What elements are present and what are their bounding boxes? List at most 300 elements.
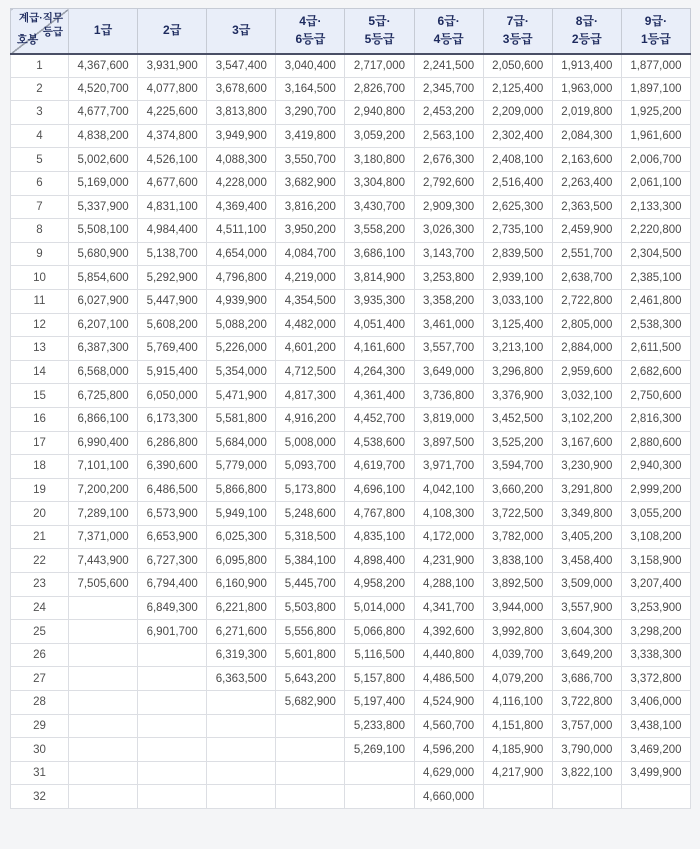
salary-cell: 3,143,700 — [414, 242, 483, 266]
column-header-line1: 6급· — [437, 14, 460, 29]
column-header-line1: 1급 — [93, 23, 113, 38]
table-row — [11, 313, 691, 337]
salary-cell: 4,219,000 — [276, 266, 345, 290]
salary-cell: 4,654,000 — [207, 242, 276, 266]
salary-cell: 3,499,900 — [621, 761, 690, 785]
column-header-line2: 2등급 — [571, 31, 602, 46]
salary-cell: 6,866,100 — [69, 407, 138, 431]
salary-cell: 4,264,300 — [345, 360, 414, 384]
salary-cell: 4,228,000 — [207, 171, 276, 195]
table-row — [11, 101, 691, 125]
salary-cell — [552, 785, 621, 809]
step-cell: 23 — [11, 573, 69, 597]
salary-cell: 3,167,600 — [552, 431, 621, 455]
step-cell: 30 — [11, 738, 69, 762]
salary-cell: 3,458,400 — [552, 549, 621, 573]
salary-cell: 6,573,900 — [138, 502, 207, 526]
salary-cell: 4,039,700 — [483, 643, 552, 667]
table-row — [11, 289, 691, 313]
column-header — [621, 9, 690, 54]
column-header — [138, 9, 207, 54]
salary-cell: 3,180,800 — [345, 148, 414, 172]
column-header-line2: 6등급 — [295, 31, 326, 46]
salary-cell: 4,984,400 — [138, 219, 207, 243]
salary-cell: 5,503,800 — [276, 596, 345, 620]
step-cell: 29 — [11, 714, 69, 738]
salary-cell: 5,337,900 — [69, 195, 138, 219]
salary-cell: 4,231,900 — [414, 549, 483, 573]
salary-cell: 5,601,800 — [276, 643, 345, 667]
column-header-line1: 8급· — [575, 14, 598, 29]
salary-cell: 2,750,600 — [621, 384, 690, 408]
step-cell: 31 — [11, 761, 69, 785]
table-row — [11, 620, 691, 644]
salary-cell: 5,854,600 — [69, 266, 138, 290]
salary-cell: 3,944,000 — [483, 596, 552, 620]
salary-cell: 3,722,800 — [552, 691, 621, 715]
salary-cell: 3,722,500 — [483, 502, 552, 526]
column-header — [276, 9, 345, 54]
salary-cell: 5,157,800 — [345, 667, 414, 691]
salary-cell: 6,363,500 — [207, 667, 276, 691]
corner-label-grade-line1: 계급·직무 — [18, 12, 63, 24]
salary-cell: 3,686,700 — [552, 667, 621, 691]
salary-cell: 4,619,700 — [345, 455, 414, 479]
column-header — [345, 9, 414, 54]
salary-cell: 4,151,800 — [483, 714, 552, 738]
table-row — [11, 549, 691, 573]
salary-cell: 5,088,200 — [207, 313, 276, 337]
salary-cell: 4,051,400 — [345, 313, 414, 337]
salary-cell: 4,916,200 — [276, 407, 345, 431]
salary-cell: 5,643,200 — [276, 667, 345, 691]
salary-cell: 5,292,900 — [138, 266, 207, 290]
salary-cell: 5,354,000 — [207, 360, 276, 384]
salary-cell: 2,735,100 — [483, 219, 552, 243]
salary-cell: 5,682,900 — [276, 691, 345, 715]
salary-cell: 2,304,500 — [621, 242, 690, 266]
table-row — [11, 596, 691, 620]
step-cell: 13 — [11, 337, 69, 361]
salary-cell: 3,557,700 — [414, 337, 483, 361]
salary-cell: 2,551,700 — [552, 242, 621, 266]
salary-cell: 3,822,100 — [552, 761, 621, 785]
salary-cell: 2,940,800 — [345, 101, 414, 125]
salary-cell: 4,958,200 — [345, 573, 414, 597]
salary-cell: 4,601,200 — [276, 337, 345, 361]
salary-cell: 3,558,200 — [345, 219, 414, 243]
salary-cell: 2,453,200 — [414, 101, 483, 125]
step-cell: 28 — [11, 691, 69, 715]
salary-cell: 4,116,100 — [483, 691, 552, 715]
salary-cell: 3,040,400 — [276, 54, 345, 78]
salary-cell: 5,233,800 — [345, 714, 414, 738]
salary-cell: 4,560,700 — [414, 714, 483, 738]
salary-cell: 4,696,100 — [345, 478, 414, 502]
salary-cell: 2,050,600 — [483, 54, 552, 78]
salary-cell: 5,866,800 — [207, 478, 276, 502]
salary-cell: 5,138,700 — [138, 242, 207, 266]
salary-cell: 4,486,500 — [414, 667, 483, 691]
salary-cell — [207, 691, 276, 715]
salary-cell — [138, 667, 207, 691]
salary-cell: 2,385,100 — [621, 266, 690, 290]
salary-cell: 2,006,700 — [621, 148, 690, 172]
salary-cell: 7,371,000 — [69, 525, 138, 549]
table-row — [11, 360, 691, 384]
salary-cell: 2,302,400 — [483, 124, 552, 148]
column-header — [414, 9, 483, 54]
step-cell: 16 — [11, 407, 69, 431]
salary-cell: 3,813,800 — [207, 101, 276, 125]
salary-cell: 6,990,400 — [69, 431, 138, 455]
step-cell: 26 — [11, 643, 69, 667]
salary-cell — [138, 738, 207, 762]
salary-cell: 2,816,300 — [621, 407, 690, 431]
salary-cell: 4,838,200 — [69, 124, 138, 148]
salary-cell — [69, 667, 138, 691]
salary-cell: 4,108,300 — [414, 502, 483, 526]
salary-cell — [69, 714, 138, 738]
salary-cell — [276, 785, 345, 809]
salary-cell: 1,961,600 — [621, 124, 690, 148]
column-header-line1: 5급· — [368, 14, 391, 29]
salary-cell: 4,767,800 — [345, 502, 414, 526]
salary-cell: 2,263,400 — [552, 171, 621, 195]
salary-cell: 5,508,100 — [69, 219, 138, 243]
salary-cell: 3,158,900 — [621, 549, 690, 573]
salary-cell: 5,197,400 — [345, 691, 414, 715]
salary-cell — [69, 738, 138, 762]
salary-cell: 2,345,700 — [414, 77, 483, 101]
salary-cell: 6,025,300 — [207, 525, 276, 549]
salary-cell: 7,289,100 — [69, 502, 138, 526]
salary-cell: 6,387,300 — [69, 337, 138, 361]
salary-cell: 5,226,000 — [207, 337, 276, 361]
salary-cell: 2,241,500 — [414, 54, 483, 78]
salary-cell: 4,374,800 — [138, 124, 207, 148]
salary-cell: 2,625,300 — [483, 195, 552, 219]
salary-cell: 6,725,800 — [69, 384, 138, 408]
salary-cell: 5,248,600 — [276, 502, 345, 526]
salary-cell: 6,319,300 — [207, 643, 276, 667]
salary-cell: 4,939,900 — [207, 289, 276, 313]
salary-cell: 3,026,300 — [414, 219, 483, 243]
column-header-line1: 7급· — [506, 14, 529, 29]
salary-cell: 4,526,100 — [138, 148, 207, 172]
salary-cell: 2,880,600 — [621, 431, 690, 455]
table-row — [11, 643, 691, 667]
salary-cell: 4,354,500 — [276, 289, 345, 313]
salary-cell: 4,831,100 — [138, 195, 207, 219]
salary-cell: 2,940,300 — [621, 455, 690, 479]
salary-cell: 2,884,000 — [552, 337, 621, 361]
table-row — [11, 478, 691, 502]
table-row — [11, 195, 691, 219]
salary-cell: 2,722,800 — [552, 289, 621, 313]
salary-cell: 5,447,900 — [138, 289, 207, 313]
salary-cell — [276, 738, 345, 762]
salary-cell: 5,581,800 — [207, 407, 276, 431]
salary-cell: 6,794,400 — [138, 573, 207, 597]
salary-cell — [276, 761, 345, 785]
salary-cell — [207, 761, 276, 785]
salary-cell — [69, 691, 138, 715]
salary-cell: 3,838,100 — [483, 549, 552, 573]
step-cell: 21 — [11, 525, 69, 549]
salary-cell: 4,538,600 — [345, 431, 414, 455]
salary-cell: 3,757,000 — [552, 714, 621, 738]
salary-cell: 3,509,000 — [552, 573, 621, 597]
step-cell: 4 — [11, 124, 69, 148]
salary-cell — [69, 785, 138, 809]
salary-cell: 6,271,600 — [207, 620, 276, 644]
salary-cell: 2,133,300 — [621, 195, 690, 219]
salary-cell: 6,568,000 — [69, 360, 138, 384]
salary-cell: 7,505,600 — [69, 573, 138, 597]
salary-cell: 6,027,900 — [69, 289, 138, 313]
salary-cell: 3,935,300 — [345, 289, 414, 313]
salary-cell: 4,629,000 — [414, 761, 483, 785]
table-row — [11, 124, 691, 148]
salary-cell: 2,220,800 — [621, 219, 690, 243]
salary-cell: 4,088,300 — [207, 148, 276, 172]
salary-cell: 4,079,200 — [483, 667, 552, 691]
salary-cell: 3,452,500 — [483, 407, 552, 431]
table-row — [11, 337, 691, 361]
salary-cell: 6,221,800 — [207, 596, 276, 620]
column-header-line1: 2급 — [163, 23, 182, 38]
salary-cell: 3,525,200 — [483, 431, 552, 455]
step-cell: 7 — [11, 195, 69, 219]
salary-cell: 3,649,200 — [552, 643, 621, 667]
salary-cell: 5,471,900 — [207, 384, 276, 408]
salary-cell: 4,161,600 — [345, 337, 414, 361]
column-header — [483, 9, 552, 54]
salary-cell: 6,095,800 — [207, 549, 276, 573]
salary-cell: 4,361,400 — [345, 384, 414, 408]
salary-cell: 3,164,500 — [276, 77, 345, 101]
step-cell: 10 — [11, 266, 69, 290]
salary-cell: 3,550,700 — [276, 148, 345, 172]
salary-cell: 4,341,700 — [414, 596, 483, 620]
salary-cell: 5,779,000 — [207, 455, 276, 479]
corner-label-step: 호봉 — [17, 33, 39, 46]
column-header-line2: 5등급 — [364, 31, 395, 46]
salary-cell: 2,939,100 — [483, 266, 552, 290]
column-header — [552, 9, 621, 54]
salary-cell: 3,291,800 — [552, 478, 621, 502]
salary-cell: 3,604,300 — [552, 620, 621, 644]
salary-cell: 5,093,700 — [276, 455, 345, 479]
salary-cell — [138, 643, 207, 667]
salary-cell: 4,796,800 — [207, 266, 276, 290]
salary-cell: 2,363,500 — [552, 195, 621, 219]
salary-cell: 3,304,800 — [345, 171, 414, 195]
salary-cell: 3,290,700 — [276, 101, 345, 125]
salary-cell: 3,213,100 — [483, 337, 552, 361]
salary-cell: 4,440,800 — [414, 643, 483, 667]
step-cell: 6 — [11, 171, 69, 195]
corner-header-cell — [11, 9, 69, 54]
salary-cell: 3,461,000 — [414, 313, 483, 337]
step-cell: 27 — [11, 667, 69, 691]
salary-cell: 4,392,600 — [414, 620, 483, 644]
step-cell: 14 — [11, 360, 69, 384]
salary-cell: 5,173,800 — [276, 478, 345, 502]
salary-cell — [207, 714, 276, 738]
salary-cell: 3,897,500 — [414, 431, 483, 455]
salary-cell: 6,901,700 — [138, 620, 207, 644]
salary-cell: 3,814,900 — [345, 266, 414, 290]
salary-cell: 2,717,000 — [345, 54, 414, 78]
table-row — [11, 148, 691, 172]
salary-cell: 1,877,000 — [621, 54, 690, 78]
salary-cell: 3,819,000 — [414, 407, 483, 431]
salary-cell: 2,611,500 — [621, 337, 690, 361]
salary-cell: 3,649,000 — [414, 360, 483, 384]
corner-label-grade-line2: 등급 — [42, 25, 63, 38]
salary-cell: 2,516,400 — [483, 171, 552, 195]
table-row — [11, 242, 691, 266]
table-row — [11, 384, 691, 408]
salary-cell: 4,596,200 — [414, 738, 483, 762]
salary-cell: 4,511,100 — [207, 219, 276, 243]
table-row — [11, 573, 691, 597]
salary-cell: 3,032,100 — [552, 384, 621, 408]
salary-cell: 3,430,700 — [345, 195, 414, 219]
salary-cell — [483, 785, 552, 809]
salary-cell: 3,406,000 — [621, 691, 690, 715]
salary-cell: 6,286,800 — [138, 431, 207, 455]
salary-cell: 5,318,500 — [276, 525, 345, 549]
salary-cell: 7,200,200 — [69, 478, 138, 502]
salary-cell: 4,084,700 — [276, 242, 345, 266]
salary-cell: 2,839,500 — [483, 242, 552, 266]
salary-cell: 2,084,300 — [552, 124, 621, 148]
salary-cell: 3,419,800 — [276, 124, 345, 148]
salary-cell: 5,169,000 — [69, 171, 138, 195]
column-header-line1: 3급 — [232, 23, 251, 38]
salary-cell: 3,682,900 — [276, 171, 345, 195]
salary-cell: 3,931,900 — [138, 54, 207, 78]
salary-cell — [138, 785, 207, 809]
salary-cell: 3,547,400 — [207, 54, 276, 78]
salary-cell: 5,684,000 — [207, 431, 276, 455]
salary-cell: 3,469,200 — [621, 738, 690, 762]
step-cell: 24 — [11, 596, 69, 620]
table-row — [11, 667, 691, 691]
step-cell: 12 — [11, 313, 69, 337]
salary-cell: 3,790,000 — [552, 738, 621, 762]
step-cell: 32 — [11, 785, 69, 809]
salary-cell: 5,680,900 — [69, 242, 138, 266]
salary-cell: 3,108,200 — [621, 525, 690, 549]
salary-cell: 3,376,900 — [483, 384, 552, 408]
step-cell: 9 — [11, 242, 69, 266]
salary-cell: 3,298,200 — [621, 620, 690, 644]
salary-cell — [207, 785, 276, 809]
table-row — [11, 738, 691, 762]
salary-cell: 6,050,000 — [138, 384, 207, 408]
salary-cell: 3,338,300 — [621, 643, 690, 667]
salary-cell: 4,452,700 — [345, 407, 414, 431]
salary-cell: 1,913,400 — [552, 54, 621, 78]
salary-cell: 3,949,900 — [207, 124, 276, 148]
salary-cell — [69, 620, 138, 644]
salary-cell: 2,538,300 — [621, 313, 690, 337]
table-row — [11, 502, 691, 526]
salary-cell: 4,185,900 — [483, 738, 552, 762]
salary-cell: 3,059,200 — [345, 124, 414, 148]
salary-cell: 2,682,600 — [621, 360, 690, 384]
salary-table — [10, 8, 691, 809]
table-row — [11, 455, 691, 479]
column-header — [207, 9, 276, 54]
salary-cell: 2,792,600 — [414, 171, 483, 195]
salary-cell: 2,563,100 — [414, 124, 483, 148]
step-cell: 25 — [11, 620, 69, 644]
salary-cell: 4,042,100 — [414, 478, 483, 502]
salary-cell: 3,686,100 — [345, 242, 414, 266]
salary-cell: 6,160,900 — [207, 573, 276, 597]
salary-cell: 3,055,200 — [621, 502, 690, 526]
column-header-line2: 3등급 — [502, 31, 533, 46]
salary-cell — [276, 714, 345, 738]
salary-cell: 3,950,200 — [276, 219, 345, 243]
salary-cell: 2,459,900 — [552, 219, 621, 243]
salary-cell — [138, 714, 207, 738]
salary-cell: 2,638,700 — [552, 266, 621, 290]
salary-cell: 2,061,100 — [621, 171, 690, 195]
salary-cell: 2,461,800 — [621, 289, 690, 313]
table-row — [11, 266, 691, 290]
salary-cell — [621, 785, 690, 809]
salary-cell: 5,769,400 — [138, 337, 207, 361]
step-cell: 18 — [11, 455, 69, 479]
salary-cell: 2,209,000 — [483, 101, 552, 125]
column-header-line1: 4급· — [299, 14, 322, 29]
salary-cell: 6,390,600 — [138, 455, 207, 479]
salary-cell: 3,405,200 — [552, 525, 621, 549]
table-row — [11, 407, 691, 431]
salary-cell: 6,653,900 — [138, 525, 207, 549]
salary-cell: 2,163,600 — [552, 148, 621, 172]
salary-cell: 6,849,300 — [138, 596, 207, 620]
table-row — [11, 171, 691, 195]
salary-cell: 4,172,000 — [414, 525, 483, 549]
salary-cell: 6,727,300 — [138, 549, 207, 573]
table-header — [11, 9, 691, 54]
salary-cell: 5,008,000 — [276, 431, 345, 455]
salary-cell: 3,253,800 — [414, 266, 483, 290]
salary-cell: 4,217,900 — [483, 761, 552, 785]
table-row — [11, 714, 691, 738]
salary-cell: 6,207,100 — [69, 313, 138, 337]
salary-cell: 3,594,700 — [483, 455, 552, 479]
salary-cell: 3,033,100 — [483, 289, 552, 313]
salary-cell: 1,897,100 — [621, 77, 690, 101]
step-cell: 8 — [11, 219, 69, 243]
salary-cell: 3,660,200 — [483, 478, 552, 502]
salary-cell: 4,712,500 — [276, 360, 345, 384]
salary-cell — [69, 761, 138, 785]
table-row — [11, 77, 691, 101]
salary-cell: 3,372,800 — [621, 667, 690, 691]
salary-cell: 4,482,000 — [276, 313, 345, 337]
table-row — [11, 431, 691, 455]
step-cell: 2 — [11, 77, 69, 101]
